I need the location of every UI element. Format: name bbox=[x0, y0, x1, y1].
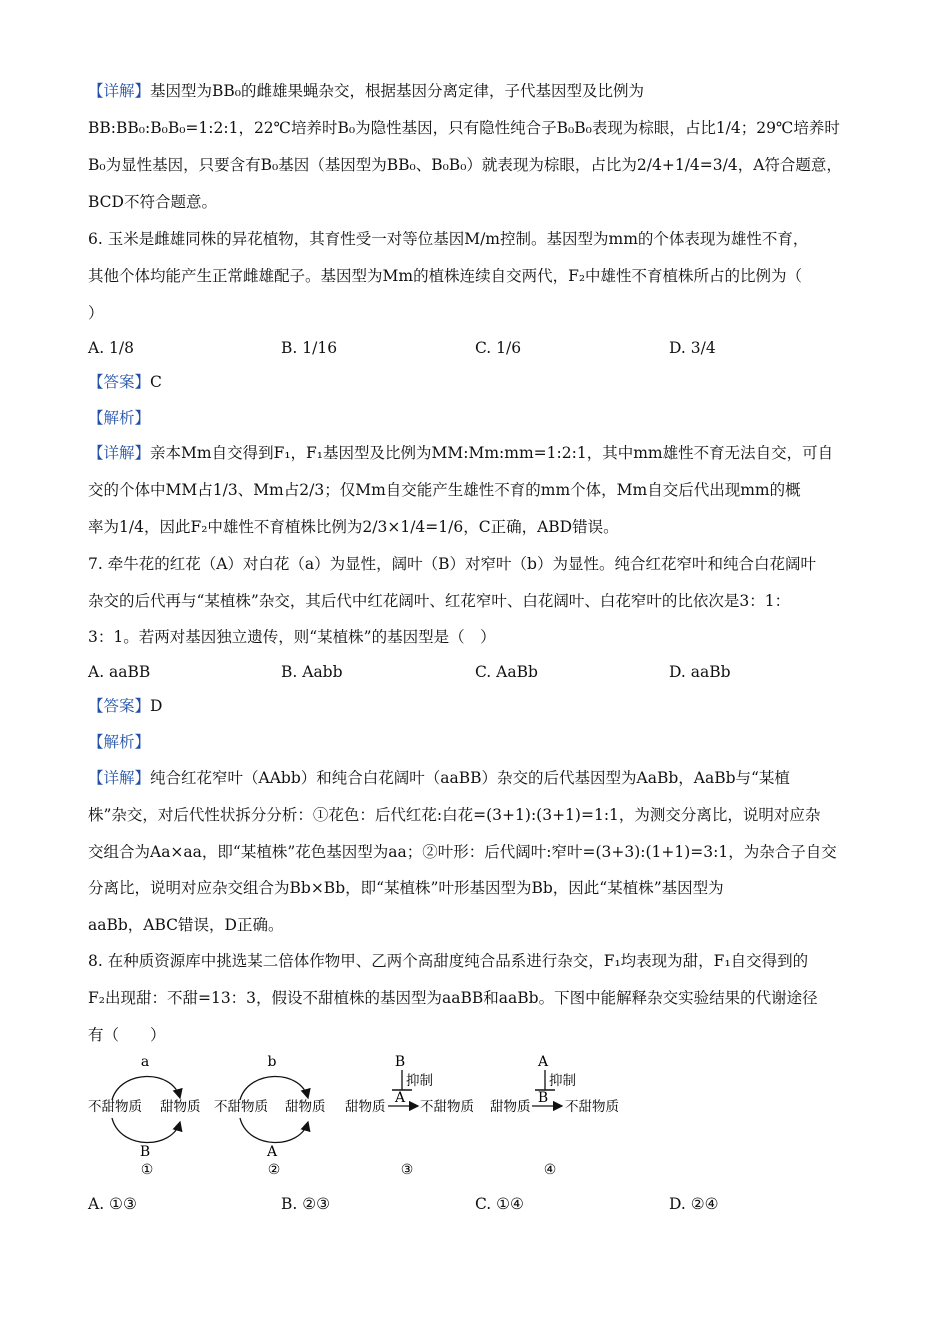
q6-stem-line-2: 其他个体均能产生正常雌雄配子。基因型为Mm的植株连续自交两代，F₂中雄性不育植株所占的比例为（ bbox=[88, 267, 803, 285]
diagram-4 bbox=[490, 1054, 619, 1178]
diagram-3-enzyme-gene: A bbox=[394, 1090, 406, 1106]
diagram-3-inhibit-label: 抑制 bbox=[406, 1073, 433, 1089]
q7-detail-line-2: 株”杂交，对后代性状拆分分析：①花色：后代红花:白花=(3+1):(3+1)=1:1，为测交分离比，说明对应杂 bbox=[88, 806, 821, 824]
diagram-2-bottom-arrow bbox=[240, 1118, 308, 1143]
diagram-3-left-substance: 甜物质 bbox=[345, 1099, 386, 1115]
diagram-4-inhibit-label: 抑制 bbox=[549, 1073, 576, 1089]
q6-option-b: B. 1/16 bbox=[281, 339, 338, 357]
diagram-3-right-substance: 不甜物质 bbox=[420, 1099, 474, 1115]
diagram-1-number: ① bbox=[140, 1162, 154, 1178]
diagram-4-enzyme-gene: B bbox=[537, 1090, 549, 1106]
diagram-1-bottom-gene: B bbox=[139, 1144, 151, 1160]
q8-stem-line-1: 8. 在种质资源库中挑选某二倍体作物甲、乙两个高甜度纯合品系进行杂交，F₁均表现为甜，F₁自交得到的 bbox=[88, 952, 809, 970]
q6-detail-line-2: 交的个体中MM占1/3、Mm占2/3；仅Mm自交能产生雄性不育的mm个体，Mm自交后代出现mm的概 bbox=[88, 481, 801, 499]
q7-detail-line-1: 【详解】纯合红花窄叶（AAbb）和纯合白花阔叶（aaBB）杂交的后代基因型为AaBb，AaBb与“某植 bbox=[88, 769, 790, 787]
q7-detail-line-5: aaBb，ABC错误，D正确。 bbox=[88, 916, 284, 934]
diagram-1-left-substance: 不甜物质 bbox=[88, 1099, 142, 1115]
diagram-4-inhibitor-gene: A bbox=[537, 1054, 549, 1070]
diagram-2 bbox=[214, 1054, 326, 1178]
diagram-4-number: ④ bbox=[543, 1162, 557, 1178]
q5-detail-line-3: B₀为显性基因，只要含有B₀基因（基因型为BB₀、B₀B₀）就表现为棕眼，占比为2/4+1/4=3/4，A符合题意， bbox=[88, 156, 842, 174]
q5-detail-line-4: BCD不符合题意。 bbox=[88, 193, 217, 211]
q8-pathway-diagrams bbox=[80, 1050, 650, 1180]
q7-stem-line-2: 杂交的后代再与“某植株”杂交，其后代中红花阔叶、红花窄叶、白花阔叶、白花窄叶的比依次是3：1： bbox=[88, 592, 791, 610]
q7-detail-line-4: 分离比，说明对应杂交组合为Bb×Bb，即“某植株”叶形基因型为Bb，因此“某植株”基因型为 bbox=[88, 879, 724, 897]
q6-stem-line-3: ） bbox=[88, 304, 104, 322]
q8-stem-line-2: F₂出现甜：不甜=13：3，假设不甜植株的基因型为aaBB和aaBb。下图中能解释杂交实验结果的代谢途径 bbox=[88, 989, 818, 1007]
q5-detail-line-1: 【详解】基因型为BB₀的雌雄果蝇杂交，根据基因分离定律，子代基因型及比例为 bbox=[88, 82, 645, 100]
diagram-4-left-substance: 甜物质 bbox=[490, 1099, 531, 1115]
detail-label: 【详解】 bbox=[88, 82, 151, 100]
diagram-4-right-substance: 不甜物质 bbox=[565, 1099, 619, 1115]
q6-option-c: C. 1/6 bbox=[475, 339, 522, 357]
diagram-1-top-arrow bbox=[112, 1076, 180, 1100]
q7-answer: 【答案】D bbox=[88, 697, 163, 715]
diagram-2-top-arrow bbox=[240, 1076, 308, 1100]
q7-option-b: B. Aabb bbox=[281, 663, 343, 681]
q6-detail-line-1: 【详解】亲本Mm自交得到F₁，F₁基因型及比例为MM:Mm:mm=1:2:1，其中mm雄性不育无法自交，可自 bbox=[88, 444, 834, 462]
q7-stem-line-1: 7. 牵牛花的红花（A）对白花（a）为显性，阔叶（B）对窄叶（b）为显性。纯合红花窄叶和纯合白花阔叶 bbox=[88, 555, 816, 573]
q7-detail-line-3: 交组合为Aa×aa，即“某植株”花色基因型为aa；②叶形：后代阔叶:窄叶=(3+3):(1+1)=3:1，为杂合子自交 bbox=[88, 843, 837, 861]
q8-option-b: B. ②③ bbox=[281, 1195, 331, 1213]
diagram-3 bbox=[345, 1054, 474, 1178]
diagram-3-inhibitor-gene: B bbox=[394, 1054, 406, 1070]
q7-stem-line-3: 3：1。若两对基因独立遗传，则“某植株”的基因型是（ ） bbox=[88, 628, 496, 646]
diagram-1-bottom-arrow bbox=[112, 1118, 180, 1143]
q7-option-c: C. AaBb bbox=[475, 663, 538, 681]
diagram-2-bottom-gene: A bbox=[266, 1144, 278, 1160]
q5-detail-line-2: BB:BB₀:B₀B₀=1:2:1，22℃培养时B₀为隐性基因，只有隐性纯合子B₀B₀表现为棕眼，占比1/4；29℃培养时 bbox=[88, 119, 840, 137]
q8-option-a: A. ①③ bbox=[88, 1195, 137, 1213]
diagram-1-right-substance: 甜物质 bbox=[160, 1099, 201, 1115]
diagram-2-top-gene: b bbox=[267, 1054, 277, 1070]
q6-option-a: A. 1/8 bbox=[88, 339, 134, 357]
diagram-1-top-gene: a bbox=[140, 1054, 150, 1070]
q6-option-d: D. 3/4 bbox=[669, 339, 716, 357]
q8-option-c: C. ①④ bbox=[475, 1195, 524, 1213]
q7-option-a: A. aaBB bbox=[88, 663, 151, 681]
q6-analysis-label: 【解析】 bbox=[88, 409, 151, 427]
diagram-1 bbox=[88, 1054, 201, 1178]
q8-option-d: D. ②④ bbox=[669, 1195, 719, 1213]
q7-option-d: D. aaBb bbox=[669, 663, 731, 681]
q6-stem-line-1: 6. 玉米是雌雄同株的异花植物，其育性受一对等位基因M/m控制。基因型为mm的个体表现为雄性不育， bbox=[88, 230, 809, 248]
diagram-2-number: ② bbox=[267, 1162, 281, 1178]
q6-detail-line-3: 率为1/4，因此F₂中雄性不育植株比例为2/3×1/4=1/6，C正确，ABD错误。 bbox=[88, 518, 619, 536]
diagram-2-right-substance: 甜物质 bbox=[285, 1099, 326, 1115]
q6-answer: 【答案】C bbox=[88, 373, 162, 391]
diagram-2-left-substance: 不甜物质 bbox=[214, 1099, 268, 1115]
diagram-3-number: ③ bbox=[400, 1162, 414, 1178]
q7-analysis-label: 【解析】 bbox=[88, 733, 151, 751]
q8-stem-line-3: 有（ ） bbox=[88, 1026, 166, 1044]
